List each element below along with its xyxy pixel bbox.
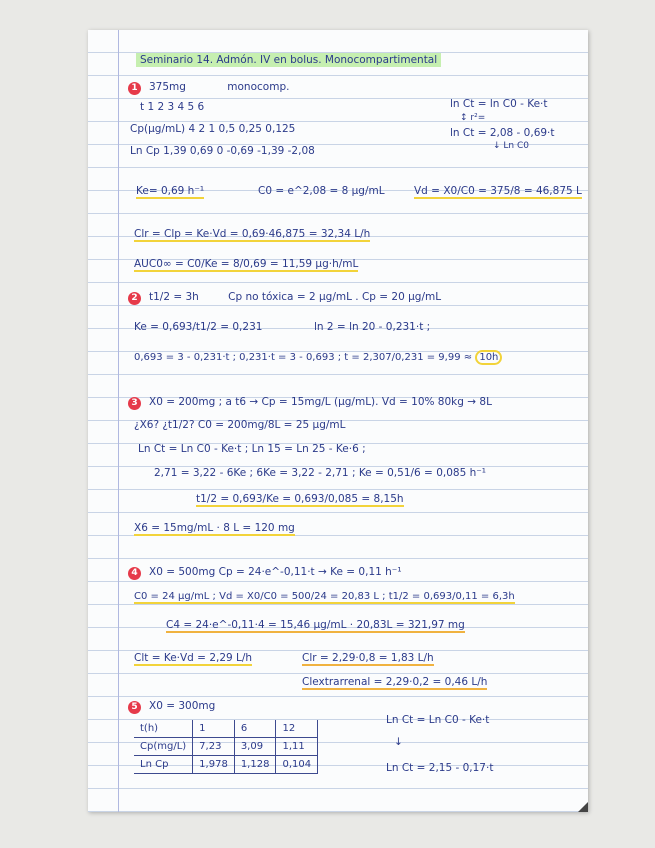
s4-line6: Clextrarrenal = 2,29·0,2 = 0,46 L/h [302, 676, 488, 688]
s5-eq2: Ln Ct = 2,15 - 0,17·t [386, 762, 494, 774]
s1-auc: AUC0∞ = C0/Ke = 8/0,69 = 11,59 μg·h/mL [134, 258, 359, 270]
s5-arrow: ↓ [394, 736, 403, 748]
s5-eq1: Ln Ct = Ln C0 - Ke·t [386, 714, 490, 726]
section-4-marker: 4 [128, 567, 141, 580]
s1-cl: Clr = Clp = Ke·Vd = 0,69·46,875 = 32,34 L/h [134, 228, 371, 240]
page-corner-fold [578, 802, 588, 812]
section-5-marker: 5 [128, 701, 141, 714]
s1-lncp-row: Ln Cp 1,39 0,69 0 -0,69 -1,39 -2,08 [130, 145, 315, 157]
s4-line3: C4 = 24·e^-0,11·4 = 15,46 μg/mL · 20,83L = 321,97 mg [166, 619, 465, 631]
s3-line5: t1/2 = 0,693/Ke = 0,693/0,085 = 8,15h [196, 493, 404, 505]
notebook-page [88, 30, 588, 812]
s5-header: 5 X0 = 300mg [128, 700, 215, 714]
s4-line5: Clr = 2,29·0,8 = 1,83 L/h [302, 652, 434, 664]
s4-line1: 4 X0 = 500mg Cp = 24·e^-0,11·t → Ke = 0,11 h⁻¹ [128, 566, 402, 580]
s3-line6: X6 = 15mg/mL · 8 L = 120 mg [134, 522, 295, 534]
s1-eq2: ln Ct = 2,08 - 0,69·t [450, 127, 555, 139]
margin-line [118, 30, 119, 812]
s3-line4: 2,71 = 3,22 - 6Ke ; 6Ke = 3,22 - 2,71 ; Ke = 0,51/6 = 0,085 h⁻¹ [154, 467, 486, 479]
s1-cp-row: Cp(μg/mL) 4 2 1 0,5 0,25 0,125 [130, 123, 296, 135]
s1-t-row: t 1 2 3 4 5 6 [140, 101, 205, 113]
section-1-marker: 1 [128, 82, 141, 95]
s4-line2: C0 = 24 μg/mL ; Vd = X0/C0 = 500/24 = 20,83 L ; t1/2 = 0,693/0,11 = 6,3h [134, 591, 515, 602]
s2-ke: Ke = 0,693/t1/2 = 0,231 [134, 321, 263, 333]
s1-eq1b: ↕ r²= [460, 113, 486, 123]
s1-ke: Ke= 0,69 h⁻¹ [136, 185, 205, 197]
s5-table [134, 720, 318, 774]
s2-sol: 0,693 = 3 - 0,231·t ; 0,231·t = 3 - 0,693 ; t = 2,307/0,231 = 9,99 ≈ 10h [134, 352, 502, 363]
s3-line1: 3 X0 = 200mg ; a t6 → Cp = 15mg/L (μg/mL). Vd = 10% 80kg → 8L [128, 396, 492, 410]
s1-eq2b: ↓ Ln C0 [493, 141, 529, 151]
s2-eq: ln 2 = ln 20 - 0,231·t ; [314, 321, 431, 333]
s1-c0: C0 = e^2,08 = 8 μg/mL [258, 185, 385, 197]
s1-header: 1 375mg monocomp. [128, 81, 289, 95]
table-row: t(h) 1 6 12 [134, 720, 318, 738]
section-3-marker: 3 [128, 397, 141, 410]
section-2-marker: 2 [128, 292, 141, 305]
table-row: Cp(mg/L) 7,23 3,09 1,11 [134, 738, 318, 756]
s1-vd: Vd = X0/C0 = 375/8 = 46,875 L [414, 185, 582, 197]
s4-line4: Clt = Ke·Vd = 2,29 L/h [134, 652, 253, 664]
s3-line2: ¿X6? ¿t1/2? C0 = 200mg/8L = 25 μg/mL [134, 419, 346, 431]
table-row: Ln Cp 1,978 1,128 0,104 [134, 756, 318, 774]
answer-circle: 10h [475, 350, 502, 365]
s2-header: 2 t1/2 = 3h Cp no tóxica = 2 μg/mL . Cp = 20 μg/mL [128, 291, 441, 305]
s3-line3: Ln Ct = Ln C0 - Ke·t ; Ln 15 = Ln 25 - Ke·6 ; [138, 443, 366, 455]
title: Seminario 14. Admón. IV en bolus. Monocompartimental [136, 54, 441, 66]
s1-eq1: ln Ct = ln C0 - Ke·t [450, 98, 548, 110]
